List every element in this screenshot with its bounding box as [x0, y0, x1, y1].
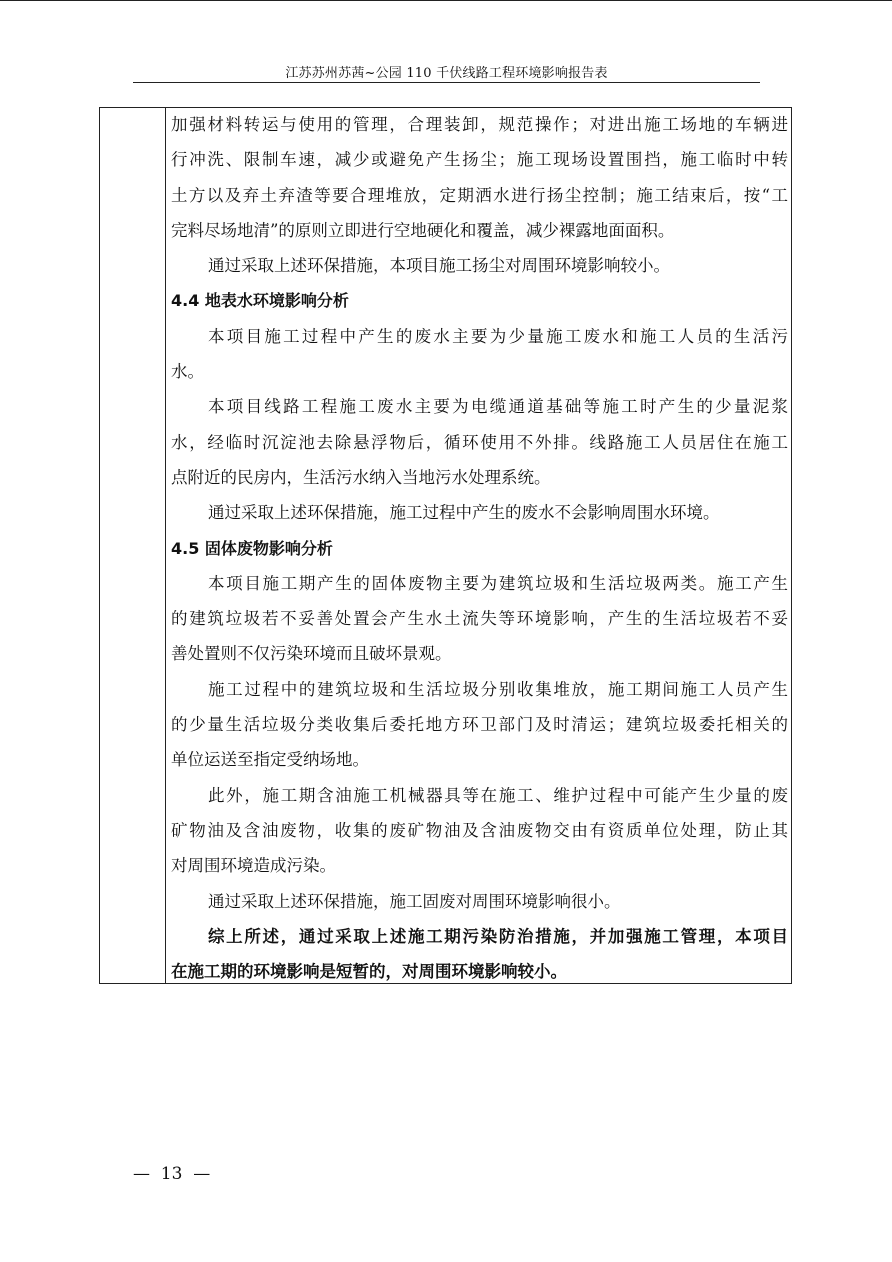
text-line: 矿物油及含油废物，收集的废矿物油及含油废物交由有资质单位处理，防止其	[171, 820, 788, 840]
text-line: 完料尽场地清”的原则立即进行空地硬化和覆盖，减少裸露地面面积。	[171, 220, 675, 240]
text-line: 善处置则不仅污染环境而且破坏景观。	[171, 644, 452, 664]
text-line: 加强材料转运与使用的管理，合理装卸，规范操作；对进出施工场地的车辆进	[171, 115, 788, 134]
text-line: 水，经临时沉淀池去除悬浮物后，循环使用不外排。线路施工人员居住在施工	[171, 432, 788, 452]
text-line: 的建筑垃圾若不妥善处置会产生水土流失等环境影响，产生的生活垃圾若不妥	[171, 609, 788, 629]
page-number: — 13 —	[133, 1164, 211, 1184]
text-line: 施工过程中的建筑垃圾和生活垃圾分别收集堆放，施工期间施工人员产生	[208, 679, 788, 699]
table-column-divider	[165, 107, 166, 984]
text-line: 本项目施工过程中产生的废水主要为少量施工废水和施工人员的生活污	[208, 326, 788, 346]
section-heading-4-5: 4.5 固体废物影响分析	[171, 538, 333, 558]
report-header-title: 江苏苏州苏茜~公园 110 千伏线路工程环境影响报告表	[285, 66, 608, 81]
text-line: 对周围环境造成污染。	[171, 856, 336, 876]
text-line: 水。	[171, 362, 204, 382]
text-line: 土方以及弃土弃渣等要合理堆放，定期洒水进行扬尘控制；施工结束后，按“工	[171, 185, 788, 205]
text-line: 行冲洗、限制车速，减少或避免产生扬尘；施工现场设置围挡，施工临时中转	[171, 150, 788, 170]
text-line: 的少量生活垃圾分类收集后委托地方环卫部门及时清运；建筑垃圾委托相关的	[171, 715, 788, 735]
summary-line: 在施工期的环境影响是短暂的，对周围环境影响较小。	[171, 962, 567, 982]
text-line: 点附近的民房内，生活污水纳入当地污水处理系统。	[171, 467, 551, 487]
text-line: 单位运送至指定受纳场地。	[171, 750, 369, 770]
page-top-edge	[0, 0, 892, 1]
text-line: 此外，施工期含油施工机械器具等在施工、维护过程中可能产生少量的废	[208, 785, 788, 805]
header-rule	[133, 82, 760, 83]
summary-line: 综上所述，通过采取上述施工期污染防治措施，并加强施工管理，本项目	[208, 926, 788, 946]
text-line: 通过采取上述环保措施，施工过程中产生的废水不会影响周围水环境。	[208, 503, 720, 523]
text-line: 通过采取上述环保措施，施工固废对周围环境影响很小。	[208, 891, 621, 911]
text-line: 本项目施工期产生的固体废物主要为建筑垃圾和生活垃圾两类。施工产生	[208, 573, 788, 593]
section-heading-4-4: 4.4 地表水环境影响分析	[171, 291, 349, 311]
table-body-text	[171, 107, 788, 989]
text-line: 本项目线路工程施工废水主要为电缆通道基础等施工时产生的少量泥浆	[208, 397, 788, 417]
text-line: 通过采取上述环保措施，本项目施工扬尘对周围环境影响较小。	[208, 256, 670, 276]
